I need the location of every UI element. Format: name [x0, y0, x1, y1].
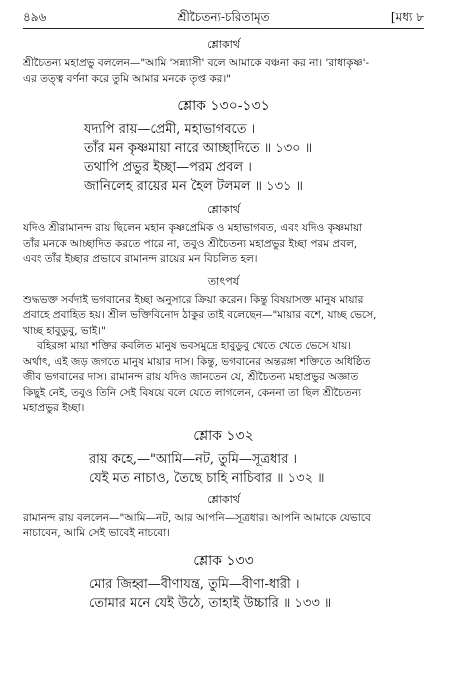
purport-text — [23, 293, 424, 417]
verse-line: মোর জিহ্বা—বীণাযন্ত্র, তুমি—বীণা-ধারী । — [89, 576, 300, 592]
text-line: শ্রীচৈতন্য মহাপ্রভু বললেন—"আমি 'সন্ন্যাসী' বলে আমাকে বঞ্চনা কর না। 'রাধাকৃষ্ণ'- — [23, 57, 370, 69]
text-line: অর্থাৎ, এই জড় জগতে মানুষ মায়ার দাস। কিন্তু, ভগবানের অন্তরঙ্গা শক্তিতে অধিষ্ঠিত — [23, 355, 371, 368]
purport-heading: তাৎপর্য — [207, 274, 240, 288]
translation-text — [23, 511, 424, 542]
translation-heading: শ্লোকার্থ — [207, 38, 240, 51]
text-line: প্রবাহে প্রবাহিত হয়। শ্রীল ভক্তিবিনোদ ঠাকুর তাই বলেছেন—"মায়ার বশে, যাচ্ছ ভেসে, — [23, 309, 377, 321]
section-marker: [মধ্য ৮ — [390, 10, 424, 24]
verse-line: তাঁর মন কৃষ্ণমায়া নারে আচ্ছাদিতে ॥ ১৩০ ॥ — [84, 141, 313, 156]
text-line: তাঁর মনকে আচ্ছাদিত করতে পারে না, তবুও শ্রীচৈতন্য মহাপ্রভুর ইচ্ছা পরম প্রবল, — [23, 237, 358, 250]
verse-text — [23, 120, 424, 196]
verse-line: জানিলেহ রায়ের মন হৈল টলমল ॥ ১৩১ ॥ — [84, 179, 303, 194]
text-line: জীব ভগবানের দাস। রামানন্দ রায় যদিও জানতেন যে, শ্রীচৈতন্য মহাপ্রভুর অজ্ঞাত — [23, 371, 359, 383]
translation-heading: শ্লোকার্থ — [207, 203, 240, 216]
page-header — [23, 4, 424, 29]
translation-text — [23, 56, 424, 87]
text-line: এবং তাঁর ইচ্ছার প্রভাবে রামানন্দ রায়ের মন বিচলিত হল। — [23, 253, 258, 265]
text-line: কিছুই নেই, তবুও তিনি সেই বিষয়ে বলে যেতে লাগলেন, কেননা তা ছিল শ্রীচৈতন্য — [23, 386, 362, 399]
verse-heading: শ্লোক ১৩০-১৩১ — [177, 98, 270, 114]
translation-text — [23, 221, 424, 268]
verse-line: যদ্যপি রায়—প্রেমী, মহাভাগবতে । — [84, 122, 256, 137]
verse-line: যেই মত নাচাও, তৈছে চাহি নাচিবার ॥ ১৩২ ॥ — [89, 470, 325, 486]
verse-heading: শ্লোক ১৩২ — [193, 427, 254, 444]
text-line: এর তত্ত্ব বর্ণনা করে তুমি আমার মনকে তৃপ্ত কর।" — [23, 72, 232, 85]
translation-heading: শ্লোকার্থ — [207, 492, 240, 506]
verse-text — [23, 575, 424, 613]
verse-line: রায় কহে,—"আমি—নট, তুমি—সূত্রধার । — [89, 451, 297, 467]
page-number: ৪৯৬ — [23, 10, 47, 24]
verse-heading: শ্লোক ১৩৩ — [193, 552, 254, 569]
verse-text — [23, 450, 424, 488]
text-line: বহিরঙ্গা মায়া শক্তির কবলিত মানুষ ভবসমুদ্রে হাবুডুবু খেতে খেতে ভেসে যায়। — [37, 340, 352, 352]
verse-line: তথাপি প্রভুর ইচ্ছা—পরম প্রবল । — [84, 160, 252, 175]
text-line: যদিও শ্রীরামানন্দ রায় ছিলেন মহান কৃষ্ণপ্রেমিক ও মহাভাগবত, এবং যদিও কৃষ্ণমায়া — [23, 222, 363, 234]
running-title: শ্রীচৈতন্য-চরিতামৃত — [177, 10, 270, 24]
text-line: মহাপ্রভুর ইচ্ছা। — [23, 402, 85, 414]
text-line: শুদ্ধভক্ত সর্বদাই ভগবানের ইচ্ছা অনুসারে ক্রিয়া করেন। কিন্তু বিষয়াসক্ত মানুষ মায়ার — [23, 293, 364, 306]
text-line: রামানন্দ রায় বললেন—"আমি—নট, আর আপনি—সূত্রধার। আপনি আমাকে যেভাবে — [23, 511, 371, 524]
verse-line: তোমার মনে যেই উঠে, তাহাই উচ্চারি ॥ ১৩৩ ॥ — [89, 595, 332, 611]
text-line: নাচাবেন, আমি সেই ভাবেই নাচবো। — [23, 527, 171, 539]
text-line: খাচ্ছ হাবুডুবু, ভাই।" — [23, 324, 106, 337]
